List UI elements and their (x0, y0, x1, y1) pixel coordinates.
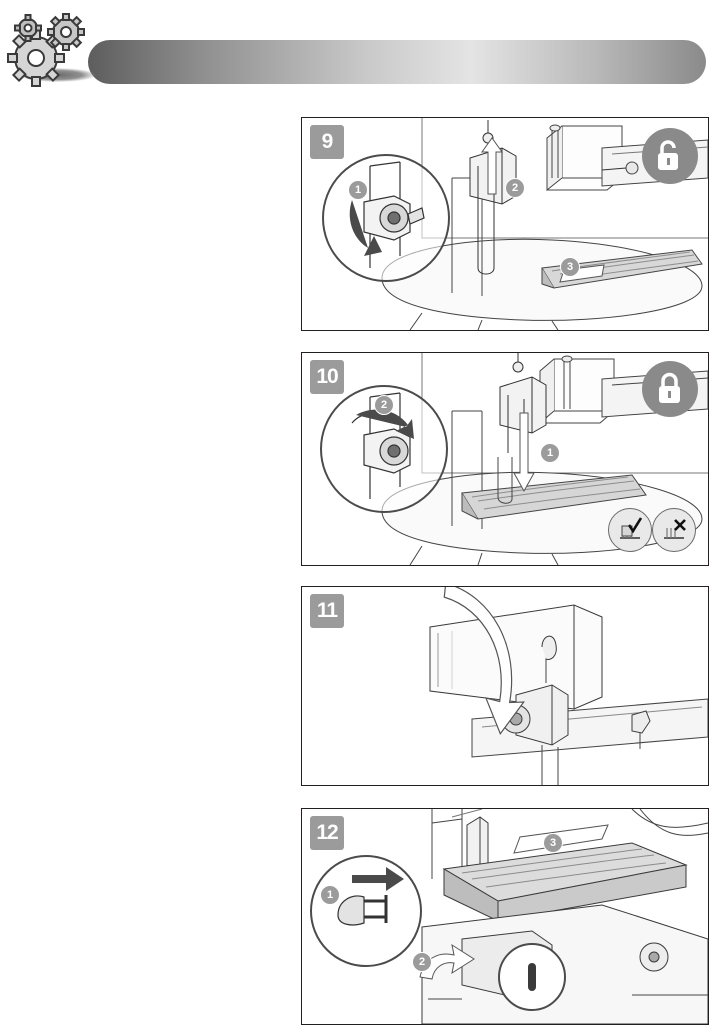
callout-1: 1 (348, 180, 368, 200)
callout-3: 3 (560, 257, 580, 277)
step-number-badge: 9 (310, 125, 344, 159)
illustration-panel-step-11 (301, 586, 709, 786)
gears-icon (6, 10, 102, 94)
callout-2: 2 (374, 395, 394, 415)
callout-1: 1 (540, 443, 560, 463)
step-number-badge: 10 (310, 360, 344, 394)
step-11-illustration (302, 587, 708, 785)
header-banner (88, 40, 706, 84)
step-12-arrows (302, 809, 708, 1024)
illustration-panel-step-10 (301, 352, 709, 566)
callout-2: 2 (412, 952, 432, 972)
callout-2: 2 (505, 178, 525, 198)
callout-1: 1 (320, 885, 340, 905)
step-9-arrows (302, 118, 708, 330)
page-header (0, 0, 718, 108)
step-10-arrows (302, 353, 708, 565)
illustration-panel-step-9 (301, 117, 709, 331)
illustration-panel-step-12 (301, 808, 709, 1025)
step-number-badge: 11 (310, 594, 344, 628)
step-number-badge: 12 (310, 816, 344, 850)
callout-3: 3 (543, 833, 563, 853)
